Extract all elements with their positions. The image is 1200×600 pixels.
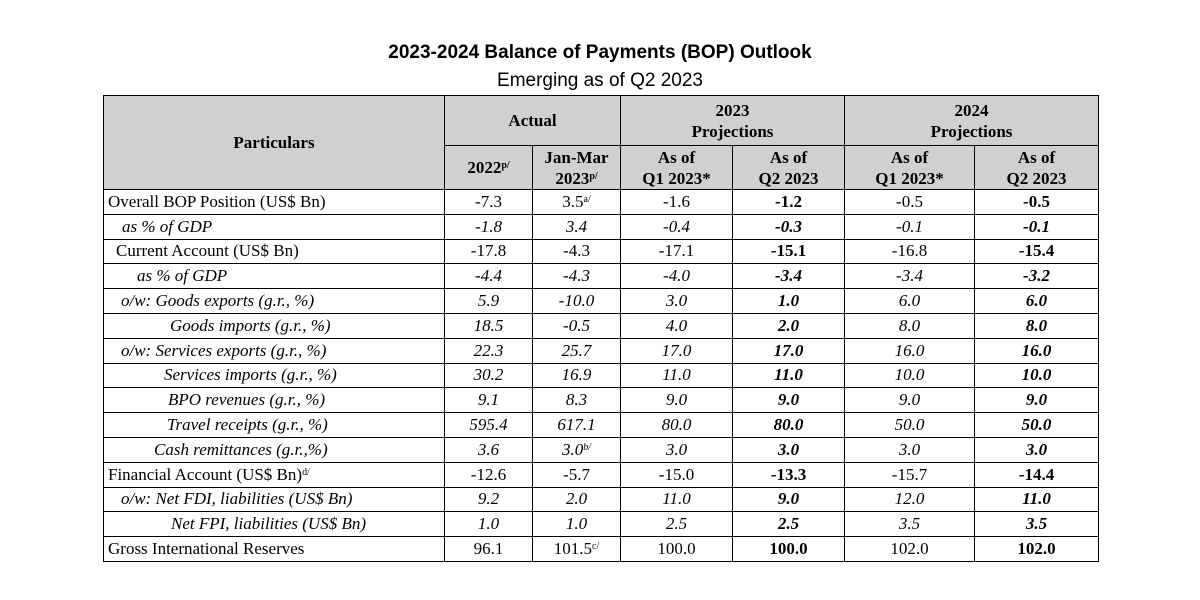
- header-2023-year: 2023: [715, 100, 750, 120]
- cell: 16.9: [533, 363, 621, 388]
- cell: -0.3: [733, 214, 845, 239]
- cell: 11.0: [621, 363, 733, 388]
- row-label: Travel receipts (g.r., %): [104, 413, 445, 438]
- cell: 3.6: [445, 437, 533, 462]
- table-row: [104, 289, 1099, 314]
- table-row: [104, 190, 1099, 215]
- row-label: Cash remittances (g.r.,%): [104, 437, 445, 462]
- cell: 100.0: [733, 537, 845, 562]
- row-label: Current Account (US$ Bn): [104, 239, 445, 264]
- cell: $3.0^{b/}$: [533, 437, 621, 462]
- cell: 30.2: [445, 363, 533, 388]
- table-row: [104, 512, 1099, 537]
- cell: 3.5: [845, 512, 975, 537]
- cell: 18.5: [445, 313, 533, 338]
- cell: 595.4: [445, 413, 533, 438]
- header-2023-q1: As of Q1 2023*: [621, 146, 733, 190]
- cell: 1.0: [733, 289, 845, 314]
- cell: 102.0: [845, 537, 975, 562]
- cell: -3.4: [733, 264, 845, 289]
- cell: 3.0: [975, 437, 1099, 462]
- cell: 3.5: [975, 512, 1099, 537]
- cell: 11.0: [975, 487, 1099, 512]
- cell: -7.3: [445, 190, 533, 215]
- header-2023-q2: As of Q2 2023: [733, 146, 845, 190]
- cell: -10.0: [533, 289, 621, 314]
- cell: 8.3: [533, 388, 621, 413]
- cell: 11.0: [733, 363, 845, 388]
- cell: -15.4: [975, 239, 1099, 264]
- cell: -0.5: [845, 190, 975, 215]
- table-row: [104, 338, 1099, 363]
- cell: 6.0: [845, 289, 975, 314]
- header-particulars: Particulars: [104, 96, 445, 190]
- cell: -0.1: [845, 214, 975, 239]
- cell: 9.0: [733, 487, 845, 512]
- table-row: [104, 264, 1099, 289]
- cell: 25.7: [533, 338, 621, 363]
- header-2023-projections: Projections: [691, 121, 774, 141]
- header-2024-year: 2024: [954, 100, 989, 120]
- cell: 2.0: [733, 313, 845, 338]
- cell: 9.1: [445, 388, 533, 413]
- cell: -4.4: [445, 264, 533, 289]
- cell: $3.5^{a/}$: [533, 190, 621, 215]
- cell: -0.5: [975, 190, 1099, 215]
- cell: -15.0: [621, 462, 733, 487]
- row-label: Overall BOP Position (US$ Bn): [104, 190, 445, 215]
- cell: -5.7: [533, 462, 621, 487]
- row-label: o/w: Services exports (g.r., %): [104, 338, 445, 363]
- cell: 16.0: [845, 338, 975, 363]
- cell: -0.1: [975, 214, 1099, 239]
- table-subtitle: Emerging as of Q2 2023: [497, 70, 703, 91]
- cell: -4.3: [533, 239, 621, 264]
- cell: 4.0: [621, 313, 733, 338]
- cell: -14.4: [975, 462, 1099, 487]
- row-label: Goods imports (g.r., %): [104, 313, 445, 338]
- row-label: as % of GDP: [104, 264, 445, 289]
- row-label: Gross International Reserves: [104, 537, 445, 562]
- cell: 3.4: [533, 214, 621, 239]
- header-2024-q2: As of Q2 2023: [975, 146, 1099, 190]
- cell: 9.0: [621, 388, 733, 413]
- row-label: Net FPI, liabilities (US$ Bn): [104, 512, 445, 537]
- cell: -1.2: [733, 190, 845, 215]
- cell: 5.9: [445, 289, 533, 314]
- cell: 617.1: [533, 413, 621, 438]
- table-row: [104, 363, 1099, 388]
- cell: -3.2: [975, 264, 1099, 289]
- row-label: o/w: Net FDI, liabilities (US$ Bn): [104, 487, 445, 512]
- cell: 2.5: [621, 512, 733, 537]
- cell: 3.0: [733, 437, 845, 462]
- bop-outlook-table: [103, 95, 1099, 562]
- cell: -3.4: [845, 264, 975, 289]
- row-label: Services imports (g.r., %): [104, 363, 445, 388]
- header-2024-q1: As of Q1 2023*: [845, 146, 975, 190]
- cell: 1.0: [533, 512, 621, 537]
- cell: -13.3: [733, 462, 845, 487]
- cell: -15.7: [845, 462, 975, 487]
- cell: -4.0: [621, 264, 733, 289]
- header-actual: Actual: [445, 96, 621, 146]
- cell: 3.0: [845, 437, 975, 462]
- cell: 102.0: [975, 537, 1099, 562]
- cell: 9.0: [975, 388, 1099, 413]
- cell: $101.5^{c/}$: [533, 537, 621, 562]
- cell: -17.8: [445, 239, 533, 264]
- header-2022: $2022^{p/}$: [445, 146, 533, 190]
- cell: -1.6: [621, 190, 733, 215]
- table-row: [104, 462, 1099, 487]
- cell: 100.0: [621, 537, 733, 562]
- cell: 17.0: [621, 338, 733, 363]
- table-row: [104, 313, 1099, 338]
- table-row: [104, 487, 1099, 512]
- cell: -0.4: [621, 214, 733, 239]
- header-2024-projections: Projections: [930, 121, 1013, 141]
- cell: 2.5: [733, 512, 845, 537]
- cell: 9.2: [445, 487, 533, 512]
- table-row: [104, 413, 1099, 438]
- cell: 10.0: [845, 363, 975, 388]
- header-projections-2024: [845, 96, 1099, 146]
- cell: -12.6: [445, 462, 533, 487]
- cell: 96.1: [445, 537, 533, 562]
- cell: 9.0: [733, 388, 845, 413]
- table-row: [104, 437, 1099, 462]
- cell: 9.0: [845, 388, 975, 413]
- header-jan-mar-2023: Jan-Mar $2023^{p/}$: [533, 146, 621, 190]
- table-row: [104, 388, 1099, 413]
- cell: 50.0: [845, 413, 975, 438]
- cell: -16.8: [845, 239, 975, 264]
- cell: 11.0: [621, 487, 733, 512]
- table-row: [104, 214, 1099, 239]
- header-projections-2023: [621, 96, 845, 146]
- cell: 50.0: [975, 413, 1099, 438]
- cell: 17.0: [733, 338, 845, 363]
- cell: 3.0: [621, 437, 733, 462]
- table-row: [104, 239, 1099, 264]
- row-label: o/w: Goods exports (g.r., %): [104, 289, 445, 314]
- cell: 80.0: [733, 413, 845, 438]
- cell: 2.0: [533, 487, 621, 512]
- cell: 16.0: [975, 338, 1099, 363]
- row-label: BPO revenues (g.r., %): [104, 388, 445, 413]
- table-title: 2023-2024 Balance of Payments (BOP) Outlook: [388, 42, 812, 63]
- cell: -0.5: [533, 313, 621, 338]
- cell: -17.1: [621, 239, 733, 264]
- table-row: [104, 537, 1099, 562]
- cell: 80.0: [621, 413, 733, 438]
- cell: -1.8: [445, 214, 533, 239]
- cell: 10.0: [975, 363, 1099, 388]
- cell: 8.0: [845, 313, 975, 338]
- cell: 6.0: [975, 289, 1099, 314]
- cell: 22.3: [445, 338, 533, 363]
- row-label: Financial Account (US$ Bn)$^{d/}$: [104, 462, 445, 487]
- cell: -4.3: [533, 264, 621, 289]
- cell: 12.0: [845, 487, 975, 512]
- row-label: as % of GDP: [104, 214, 445, 239]
- cell: 1.0: [445, 512, 533, 537]
- cell: 8.0: [975, 313, 1099, 338]
- cell: 3.0: [621, 289, 733, 314]
- cell: -15.1: [733, 239, 845, 264]
